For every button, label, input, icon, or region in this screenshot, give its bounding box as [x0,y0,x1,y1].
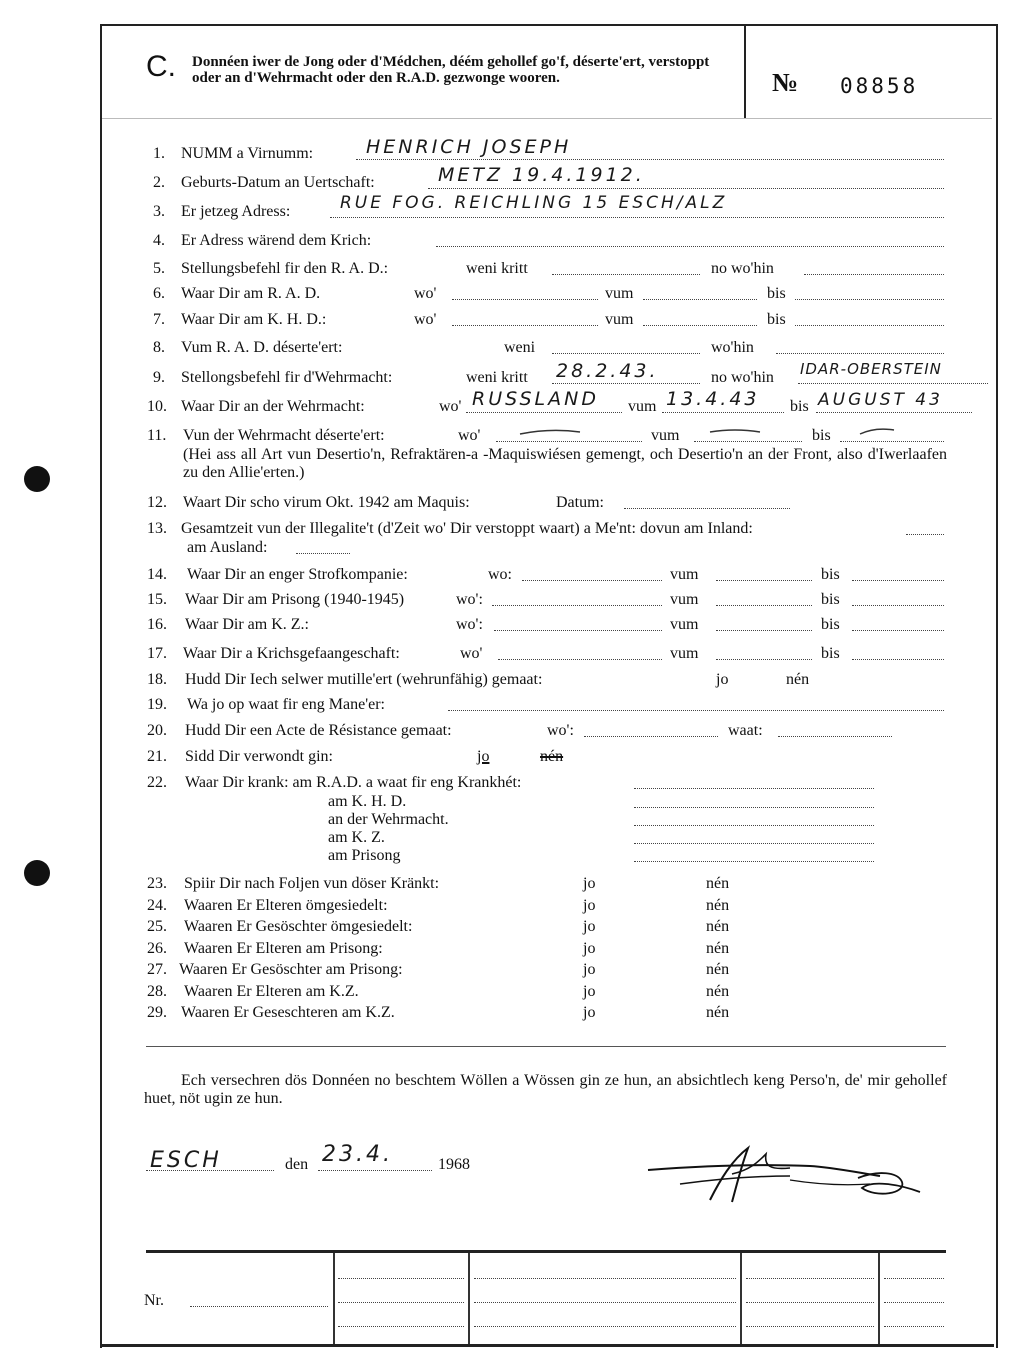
handwritten-answer: AUGUST 43 [818,390,943,410]
field-label: vum [670,645,699,662]
field-label: weni [504,339,536,356]
table-cell-line [884,1302,944,1303]
item-label: Sidd Dir verwondt gin: [185,748,333,765]
field-label: weni kritt [466,260,528,277]
item-number: 29. [147,1004,167,1021]
handwritten-answer: METZ 19.4.1912. [438,164,645,186]
item-number: 9. [153,369,165,386]
answer-line [816,412,972,413]
item-label: Vum R. A. D. déserte'ert: [181,339,343,356]
answer-line [552,383,700,384]
item-number: 24. [147,897,167,914]
option-yes: jo [583,1004,596,1021]
option-yes: jo [583,918,596,935]
item-number: 5. [153,260,165,277]
option-no: nén [706,897,730,914]
item-label: Stellungsbefehl fir den R. A. D.: [181,260,389,277]
option-no: nén [706,940,730,957]
item-label: Er jetzeg Adress: [181,203,291,220]
item-label: Waaren Er Gesöschter ömgesiedelt: [184,918,413,935]
answer-line [795,325,944,326]
sub-label: an der Wehrmacht. [328,811,449,828]
table-cell-line [474,1326,736,1327]
item-number: 11. [147,427,167,444]
item-label: Waar Dir am K. Z.: [185,616,309,633]
sub-label: am K. Z. [328,829,385,846]
handwritten-answer: IDAR-OBERSTEIN [800,360,942,378]
handwritten-answer: HENRICH JOSEPH [366,136,572,158]
field-label: waat: [728,722,763,739]
item-label: Waar Dir am Prisong (1940-1945) [185,591,405,608]
item-label: Gesamtzeit vun der Illegalite't (d'Zeit wo' Dir verstoppt waart) a Me'nt: dovun am Inland: [181,520,753,537]
answer-line [428,188,944,189]
punch-hole [24,860,50,886]
number-symbol: № [772,68,799,97]
header-bottom-rule [102,118,992,119]
answer-line [804,274,944,275]
answer-line [466,412,622,413]
table-column-divider [468,1253,470,1344]
item-number: 3. [153,203,165,220]
field-label: wo'hin [711,339,754,356]
item-number: 4. [153,232,165,249]
field-label: wo' [414,285,437,302]
item-label: Waaren Er Elteren ömgesiedelt: [184,897,388,914]
item-number: 19. [147,696,167,713]
handwritten-answer: 13.4.43 [666,388,760,410]
answer-line [852,580,944,581]
field-label: vum [670,616,699,633]
item-label: Hudd Dir een Acte de Résistance gemaat: [185,722,452,739]
table-cell-line [746,1302,874,1303]
answer-line [190,1306,328,1307]
ink-dash-mark [510,424,1010,444]
item-label: Waar Dir an enger Strofkompanie: [187,566,408,583]
table-column-divider [878,1253,880,1344]
answer-line [330,217,944,218]
field-label: bis [821,645,840,662]
answer-line [798,383,988,384]
table-column-divider [740,1253,742,1344]
item-label: Waar Dir a Krichsgefaangeschaft: [183,645,400,662]
item-label: Er Adress wärend dem Krich: [181,232,372,249]
option-yes: jo [716,671,729,688]
item-number: 15. [147,591,167,608]
field-label: weni kritt [466,369,528,386]
field-label: bis [821,616,840,633]
field-label: no wo'hin [711,260,774,277]
field-label: Datum: [556,494,604,511]
option-yes: jo [583,897,596,914]
handwritten-answer: 28.2.43. [556,360,659,382]
answer-line [776,353,944,354]
table-cell-line [338,1278,464,1279]
item-number: 22. [147,774,167,791]
signature-date: 23.4. [322,1142,393,1167]
field-label: wo': [456,591,483,608]
field-label: wo' [439,398,462,415]
answer-line [716,630,812,631]
declaration-text: Ech versechren dös Donnéen no beschtem Wöllen a Wössen gin ze hun, an absichtlech keng Perso'n, de' mir gehollef huet, nöt ugin ze hun. [144,1072,947,1107]
field-label: vum [670,591,699,608]
item-label: Waar Dir am R. A. D. [181,285,321,302]
option-no-struck: nén [540,748,564,765]
answer-line [795,299,944,300]
item-number: 6. [153,285,165,302]
item-label: Waar Dir an der Wehrmacht: [181,398,365,415]
field-label: wo' [414,311,437,328]
answer-line [778,736,892,737]
item-label: Waaren Er Elteren am K.Z. [184,983,359,1000]
section-letter: C. [146,50,176,83]
option-no: nén [706,875,730,892]
field-label: bis [767,285,786,302]
answer-line [624,508,790,509]
item-number: 23. [147,875,167,892]
field-label: bis [790,398,809,415]
handwritten-signature [640,1140,940,1210]
answer-line [634,788,874,789]
item-label: Vun der Wehrmacht déserte'ert: [183,427,385,444]
item-number: 8. [153,339,165,356]
table-cell-line [746,1326,874,1327]
answer-line [852,659,944,660]
option-yes-selected: jo [477,748,490,765]
sub-label: am Prisong [328,847,401,864]
answer-line [716,659,812,660]
answer-line [318,1170,432,1171]
answer-line [146,1170,274,1171]
table-cell-line [338,1302,464,1303]
den-label: den [285,1156,309,1173]
item-number: 27. [147,961,167,978]
answer-line [852,605,944,606]
answer-line [552,353,700,354]
answer-line [584,736,718,737]
field-label: bis [767,311,786,328]
answer-line [436,246,944,247]
item-label: Waart Dir scho virum Okt. 1942 am Maquis: [183,494,470,511]
answer-line [852,630,944,631]
option-yes: jo [583,961,596,978]
answer-line [448,710,944,711]
item-number: 2. [153,174,165,191]
item-number: 14. [147,566,167,583]
field-label: bis [812,427,831,444]
table-cell-line [884,1326,944,1327]
nr-label: Nr. [144,1292,164,1309]
form-number: 08858 [840,74,919,98]
option-no: nén [706,983,730,1000]
item-note: (Hei ass all Art vun Desertio'n, Refraktären-a -Maquiswiésen gemengt, och Desertio'n an der Front, also d'Iwerlaafen zu den Allie'erten.) [183,446,947,481]
table-cell-line [884,1278,944,1279]
field-label: vum [670,566,699,583]
item-number: 18. [147,671,167,688]
answer-line [356,159,944,160]
table-cell-line [338,1326,464,1327]
option-no: nén [706,961,730,978]
option-no: nén [706,1004,730,1021]
table-column-divider [333,1253,335,1344]
item-number: 20. [147,722,167,739]
answer-line [643,299,757,300]
answer-line [634,843,874,844]
item-number: 10. [147,398,167,415]
punch-hole [24,466,50,492]
item-label: Stellongsbefehl fir d'Wehrmacht: [181,369,393,386]
option-yes: jo [583,983,596,1000]
item-number: 16. [147,616,167,633]
table-top-rule [146,1250,946,1253]
field-label: wo' [460,645,483,662]
sub-label: am K. H. D. [328,793,407,810]
answer-line [634,807,874,808]
field-label: bis [821,591,840,608]
item-number: 13. [147,520,167,537]
option-yes: jo [583,940,596,957]
answer-line [522,580,662,581]
table-bottom-rule [102,1344,994,1347]
header-separator [744,26,746,118]
answer-line [906,534,944,535]
answer-line [494,630,662,631]
item-number: 25. [147,918,167,935]
item-label: Geburts-Datum an Uertschaft: [181,174,375,191]
field-label: wo: [488,566,512,583]
item-label: Spiir Dir nach Foljen vun döser Kränkt: [184,875,440,892]
field-label: vum [651,427,680,444]
handwritten-answer: RUSSLAND [472,388,599,410]
item-label: Waaren Er Gesöschter am Prisong: [179,961,403,978]
answer-line [296,553,350,554]
item-label: Waaren Er Elteren am Prisong: [184,940,383,957]
item-number: 1. [153,145,165,162]
answer-line [643,325,757,326]
item-number: 26. [147,940,167,957]
item-number: 28. [147,983,167,1000]
item-number: 12. [147,494,167,511]
section-divider [146,1046,946,1047]
answer-line [716,580,812,581]
item-number: 17. [147,645,167,662]
option-no: nén [706,918,730,935]
form-title: Donnéen iwer de Jong oder d'Médchen, déém gehollef go'f, déserte'ert, verstoppt oder an d'Wehrmacht oder den R.A.D. gezwonge wooren. [192,54,710,86]
item-label: NUMM a Virnumm: [181,145,314,162]
answer-line [492,605,662,606]
table-cell-line [474,1278,736,1279]
field-label: bis [821,566,840,583]
answer-line [662,412,784,413]
answer-line [452,299,598,300]
item-label: Hudd Dir Iech selwer mutille'ert (wehrunfähig) gemaat: [185,671,543,688]
option-no: nén [786,671,810,688]
field-label: am Ausland: [187,539,268,556]
table-cell-line [746,1278,874,1279]
item-label: Wa jo op waat fir eng Mane'er: [187,696,385,713]
field-label: wo' [458,427,481,444]
field-label: no wo'hin [711,369,774,386]
field-label: wo': [547,722,574,739]
answer-line [634,861,874,862]
item-number: 7. [153,311,165,328]
field-label: vum [628,398,657,415]
field-label: vum [605,311,634,328]
field-label: wo': [456,616,483,633]
item-label: Waaren Er Geseschteren am K.Z. [181,1004,395,1021]
signature-year: 1968 [438,1156,470,1173]
answer-line [634,825,874,826]
signature-place: ESCH [150,1148,222,1173]
item-number: 21. [147,748,167,765]
option-yes: jo [583,875,596,892]
item-label: Waar Dir krank: am R.A.D. a waat fir eng Krankhét: [185,774,522,791]
handwritten-answer: RUE FOG. REICHLING 15 ESCH/ALZ [340,193,728,213]
field-label: vum [605,285,634,302]
answer-line [552,274,700,275]
answer-line [716,605,812,606]
answer-line [452,325,598,326]
item-label: Waar Dir am K. H. D.: [181,311,327,328]
answer-line [498,659,662,660]
table-cell-line [474,1302,736,1303]
